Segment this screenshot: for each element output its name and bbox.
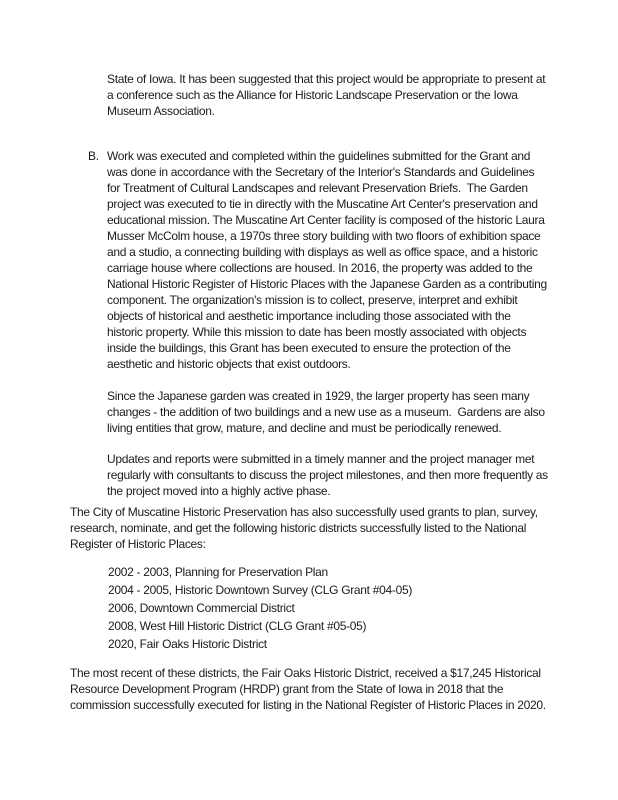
list-item-b-text: Work was executed and completed within the guidelines submitted for the Grant and was done in accordance with the Secretary of the Interior's Standards and Guidelines for Treatment of Cultural Landscapes and relevant Preservation Briefs. The Garden project was executed to tie in directly with the Muscatine Art Center's preservation and educational mission. The Muscatine Art Center facility is composed of the historic Laura Musser McColm house, a 1970s three story building with two floors of exhibition space and a studio, a connecting building with displays as well as office space, and a historic carriage house where collections are housed. In 2016, the property was added to the National Historic Register of Historic Places with the Japanese Garden as a contributing component. The organization's mission is to collect, preserve, interpret and exhibit objects of historical and aesthetic importance including those associated with the historic property. While this mission to date has been mostly associated with objects inside the buildings, this Grant has been executed to ensure the protection of the aesthetic and historic objects that exist outdoors.	[107, 149, 550, 371]
district-item: 2006, Downtown Commercial District	[108, 601, 295, 615]
list-item-b	[70, 148, 550, 372]
city-grants-paragraph: The City of Muscatine Historic Preservation has also successfully used grants to plan, survey, research, nominate, and get the following historic districts successfully listed to the National Register of Historic Places:	[70, 505, 541, 551]
updates-paragraph: Updates and reports were submitted in a timely manner and the project manager met regularly with consultants to discuss the project milestones, and then more frequently as the project moved into a highly active phase.	[107, 452, 551, 498]
district-item: 2008, West Hill Historic District (CLG Grant #05-05)	[108, 619, 367, 633]
intro-paragraph: State of Iowa. It has been suggested that this project would be appropriate to present at a conference such as the Alliance for Historic Landscape Preservation or the Iowa Museum Association.	[107, 72, 549, 118]
districts-list	[108, 563, 550, 653]
garden-paragraph: Since the Japanese garden was created in 1929, the larger property has seen many changes - the addition of two buildings and a new use as a museum. Gardens are also living entities that grow, mature, and decline and must be periodically renewed.	[107, 389, 548, 435]
district-item: 2004 - 2005, Historic Downtown Survey (CLG Grant #04-05)	[108, 583, 413, 597]
district-item: 2020, Fair Oaks Historic District	[108, 637, 267, 651]
district-item: 2002 - 2003, Planning for Preservation Plan	[108, 565, 328, 579]
closing-paragraph: The most recent of these districts, the Fair Oaks Historic District, received a $17,245 Historical Resource Development Program (HRDP) grant from the State of Iowa in 2018 that the commission successfully executed for listing in the National Register of Historic Places in 2020.	[70, 666, 546, 712]
list-item-b-marker: B.	[88, 149, 99, 163]
